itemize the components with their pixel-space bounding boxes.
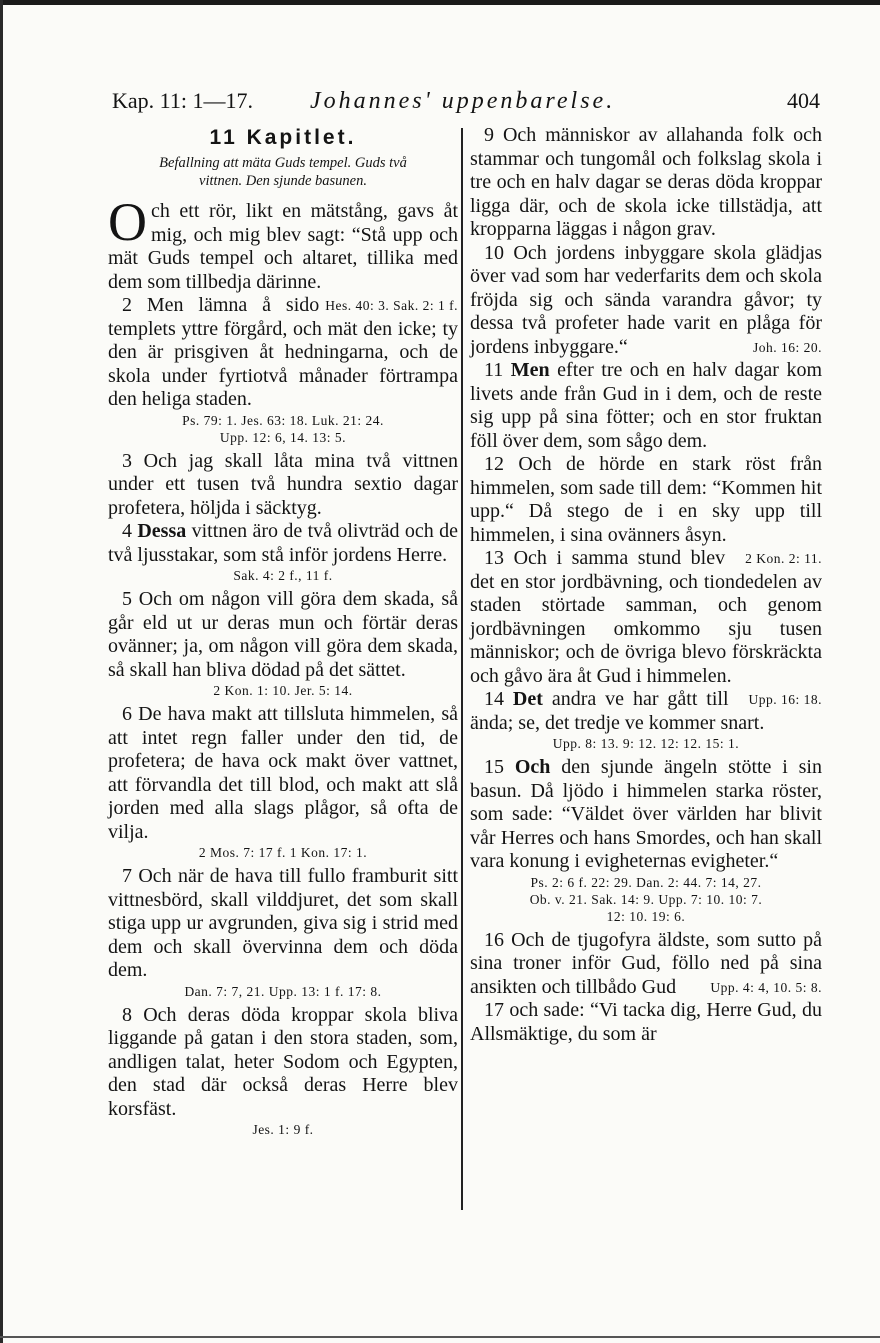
verse-1 bbox=[108, 192, 458, 313]
verse-number: 15 bbox=[484, 756, 504, 778]
verse-first-word: Dessa bbox=[137, 520, 187, 542]
column-divider bbox=[461, 128, 463, 1210]
page-number: 404 bbox=[787, 88, 820, 113]
verse-10 bbox=[470, 242, 822, 360]
cross-reference: Joh. 16: 20. bbox=[752, 339, 822, 355]
verse-9: 9 Och människor av allahanda folk och stammar och tungomål och folkslag skola i tre och en halv dagar se deras döda kroppar ligga där, och de skola icke tillstädja, att kropparna läggas i någon grav. bbox=[470, 124, 822, 240]
summary-line: Befallning att mäta Guds tempel. Guds två bbox=[159, 155, 407, 171]
verse-17: 17 och sade: “Vi tacka dig, Herre Gud, du Allsmäktige, du som är bbox=[470, 999, 822, 1045]
cross-reference: Sak. 4: 2 f., 11 f. bbox=[233, 568, 333, 583]
cross-reference: Dan. 7: 7, 21. Upp. 13: 1 f. 17: 8. bbox=[184, 983, 382, 999]
verse-text: ch ett rör, likt en mätstång, gavs åt mig, och mig blev sagt: “Stå upp och mät Guds tempel och altaret, tillika med dem som tillbedja därinne. bbox=[108, 200, 458, 293]
verse-12 bbox=[470, 453, 822, 566]
cross-reference: Upp. 4: 4, 10. 5: 8. bbox=[710, 979, 822, 995]
left-column bbox=[108, 124, 458, 1142]
cross-reference: Ob. v. 21. Sak. 14: 9. Upp. 7: 10. 10: 7. bbox=[529, 891, 763, 907]
verse-number: 11 bbox=[484, 359, 504, 381]
verse-2: 2 Men lämna å sido templets yttre förgård, och mät den icke; ty den är prisgiven åt hedningarna, och de skola under fyrtiotvå månader förtrampa den heliga staden. bbox=[108, 294, 458, 410]
verse-text: andra ve har gått till ända; se, det tredje ve kommer snart. bbox=[470, 688, 765, 734]
cross-reference: Ps. 2: 6 f. 22: 29. Dan. 2: 44. 7: 14, 27. bbox=[530, 874, 762, 890]
running-header bbox=[112, 88, 822, 122]
verse-7: 7 Och när de hava till fullo framburit sitt vittnesbörd, skall vilddjuret, det som skall stiga upp ur avgrunden, giva sig i strid med dem och skall övervinna dem och döda dem. bbox=[108, 865, 458, 981]
verse-4 bbox=[108, 520, 458, 567]
verse-text: vittnen äro de två olivträd och de två ljusstakar, som stå inför jordens Herre. bbox=[108, 520, 458, 566]
verse-first-word: Och bbox=[514, 756, 551, 778]
verse-8: 8 Och deras döda kroppar skola bliva liggande på gatan i den stora staden, som, andligen talat, heter Sodom och Egypten, den stad där också deras Herre blev korsfäst. bbox=[108, 1003, 458, 1120]
summary-line: vittnen. Den sjunde basunen. bbox=[199, 173, 367, 189]
cross-reference: Ps. 79: 1. Jes. 63: 18. Luk. 21: 24. bbox=[182, 412, 384, 428]
verse-text: 13 Och i samma stund blev det en stor jordbävning, och tiondedelen av staden störtade samman, och genom jordbävningen omkommo sju tusen människor; och de övriga blevo förskräckta och gåvo ära åt Gud i himmelen. bbox=[470, 547, 822, 687]
verse-number: 14 bbox=[484, 688, 504, 710]
verse-5: 5 Och om någon vill göra dem skada, så går eld ut ur deras mun och förtär deras ovänner; ja, om någon vill göra dem skada, så skall han bliva dödad på det sättet. bbox=[108, 588, 458, 681]
verse-3: 3 Och jag skall låta mina två vittnen under ett tusen två hundra sextio dagar profetera, höljda i säcktyg. bbox=[108, 449, 458, 519]
verse-11 bbox=[470, 359, 822, 453]
verse-first-word: Men bbox=[510, 359, 550, 381]
verse-text: 10 Och jordens inbyggare skola glädjas över vad som har vederfarits dem och skola fröjda sig och sända varandra gåvor; ty dessa två profeter hade varit en plåga för jordens inbyggare.“ bbox=[470, 241, 822, 358]
page-edge-bottom bbox=[0, 1336, 880, 1338]
cross-reference: Jes. 1: 9 f. bbox=[252, 1122, 314, 1137]
page-edge-left bbox=[0, 0, 3, 1343]
verse-6: 6 De hava makt att tillsluta himmelen, så att intet regn faller under den tid, de profetera; de hava ock makt över vattnet, att förvandla det till blod, och makt att slå jorden med alla slags plågor, så ofta de vilja. bbox=[108, 703, 458, 843]
right-column bbox=[470, 124, 822, 1046]
cross-reference: Upp. 8: 13. 9: 12. 12: 12. 15: 1. bbox=[552, 736, 740, 751]
verse-text: 16 Och de tjugofyra äldste, som sutto på sina troner inför Gud, föllo ned på sina ansikten och tillbådo Gud bbox=[470, 928, 822, 998]
cross-reference: 12: 10. 19: 6. bbox=[606, 908, 686, 924]
verse-text: den sjunde ängeln stötte i sin basun. Då ljödo i himmelen starka röster, som sade: “Väldet över världen har blivit vår Herres och hans Smordes, och han skall vara konung i evigheternas evigheter.“ bbox=[470, 756, 822, 872]
cross-reference: Upp. 12: 6, 14. 13: 5. bbox=[219, 429, 347, 445]
cross-reference: Hes. 40: 3. Sak. 2: 1 f. bbox=[325, 298, 458, 313]
verse-16 bbox=[470, 929, 822, 1000]
verse-text: 12 Och de hörde en stark röst från himmelen, som sade till dem: “Kommen hit upp.“ Då stego de i en sky upp till himmelen, i sina ovänners åsyn. bbox=[470, 453, 822, 546]
cross-reference: 2 Kon. 1: 10. Jer. 5: 14. bbox=[213, 683, 353, 698]
verse-text: efter tre och en halv dagar kom livets ande från Gud in i dem, och de reste sig upp på sina fötter; och en stor fruktan föll över dem, som sågo dem. bbox=[470, 359, 823, 452]
chapter-title: 11 Kapitlet. bbox=[209, 126, 357, 149]
verse-15 bbox=[470, 756, 822, 874]
cross-reference: Upp. 16: 18. bbox=[748, 692, 822, 707]
chapter-reference: Kap. 11: 1—17. bbox=[112, 88, 253, 113]
cross-reference: 2 Kon. 2: 11. bbox=[745, 551, 822, 566]
book-title: Johannes' uppenbarelse. bbox=[310, 88, 616, 114]
cross-reference: 2 Mos. 7: 17 f. 1 Kon. 17: 1. bbox=[198, 845, 368, 860]
chapter-summary bbox=[114, 154, 452, 190]
page-edge-top bbox=[0, 0, 880, 5]
cross-references bbox=[108, 412, 458, 446]
verse-number: 4 bbox=[122, 520, 132, 542]
drop-cap: O bbox=[108, 192, 147, 252]
cross-references bbox=[470, 874, 822, 925]
verse-first-word: Det bbox=[512, 688, 543, 710]
